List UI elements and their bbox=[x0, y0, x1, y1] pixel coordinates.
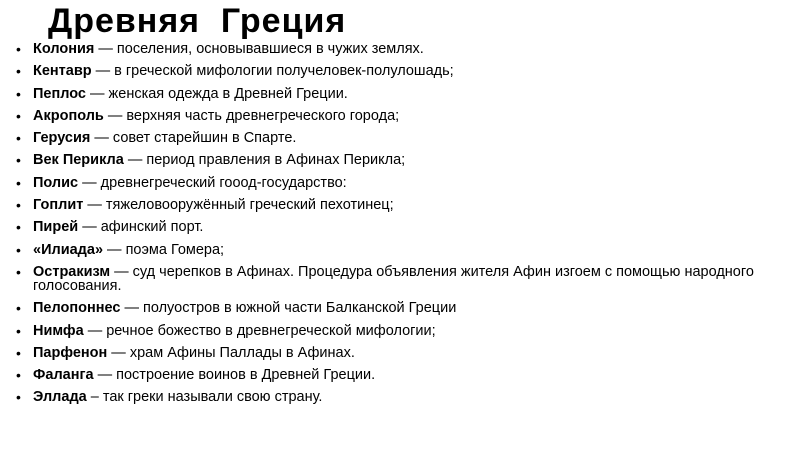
list-item bbox=[16, 322, 778, 339]
term: Остракизм bbox=[33, 263, 111, 280]
bullet-icon: • bbox=[16, 197, 21, 214]
list-item bbox=[16, 174, 778, 191]
list-item bbox=[16, 389, 778, 406]
definition: — в греческой мифологии получеловек-полулошадь; bbox=[91, 63, 454, 80]
term: Нимфа bbox=[33, 322, 84, 339]
definition: — речное божество в древнегреческой мифологии; bbox=[83, 322, 436, 339]
term: Век Перикла bbox=[33, 152, 124, 169]
definition: — тяжеловооружённый греческий пехотинец; bbox=[83, 197, 394, 214]
definition: — совет старейшин в Спарте. bbox=[90, 130, 297, 147]
bullet-icon: • bbox=[16, 107, 21, 124]
bullet-icon: • bbox=[16, 152, 21, 169]
term: Колония bbox=[33, 41, 95, 57]
definition: — полуостров в южной части Балканской Греции bbox=[120, 300, 457, 317]
list-item bbox=[16, 41, 778, 57]
list-item bbox=[16, 197, 778, 214]
term: Кентавр bbox=[33, 63, 92, 80]
term-list bbox=[16, 41, 778, 413]
list-item bbox=[16, 63, 778, 80]
definition: — женская одежда в Древней Греции. bbox=[86, 85, 348, 102]
list-item bbox=[16, 85, 778, 102]
bullet-icon: • bbox=[16, 41, 21, 57]
definition: – так греки называли свою страну. bbox=[86, 389, 323, 406]
term: Гоплит bbox=[33, 197, 84, 214]
bullet-icon: • bbox=[16, 389, 21, 406]
list-item bbox=[16, 107, 778, 124]
bullet-icon: • bbox=[16, 130, 21, 147]
bullet-icon: • bbox=[16, 344, 21, 361]
term: Фаланга bbox=[33, 367, 94, 384]
list-item bbox=[16, 152, 778, 169]
definition: — храм Афины Паллады в Афинах. bbox=[107, 344, 355, 361]
bullet-icon: • bbox=[16, 263, 21, 280]
list-item bbox=[16, 263, 778, 294]
bullet-icon: • bbox=[16, 174, 21, 191]
list-item bbox=[16, 344, 778, 361]
list-item bbox=[16, 130, 778, 147]
bullet-icon: • bbox=[16, 300, 21, 317]
list-item bbox=[16, 219, 778, 236]
definition: — поселения, основывавшиеся в чужих землях. bbox=[94, 41, 424, 57]
bullet-icon: • bbox=[16, 322, 21, 339]
slide-title: Древняя Греция bbox=[48, 2, 347, 40]
definition: — древнегреческий гооод-государство: bbox=[78, 174, 347, 191]
list-item bbox=[16, 300, 778, 317]
bullet-icon: • bbox=[16, 85, 21, 102]
definition: — суд черепков в Афинах. Процедура объявления жителя Афин изгоем с помощью народного голосования. bbox=[33, 263, 754, 294]
term: Пелопоннес bbox=[33, 300, 121, 317]
bullet-icon: • bbox=[16, 219, 21, 236]
list-item bbox=[16, 241, 778, 258]
bullet-icon: • bbox=[16, 241, 21, 258]
definition: — построение воинов в Древней Греции. bbox=[93, 367, 376, 384]
definition: — поэма Гомера; bbox=[103, 241, 225, 258]
list-item bbox=[16, 367, 778, 384]
term: Эллада bbox=[33, 389, 87, 406]
term: «Илиада» bbox=[33, 241, 104, 258]
term: Пирей bbox=[33, 219, 79, 236]
term: Парфенон bbox=[33, 344, 108, 361]
bullet-icon: • bbox=[16, 63, 21, 80]
term: Пеплос bbox=[33, 85, 86, 102]
bullet-icon: • bbox=[16, 367, 21, 384]
definition: — верхняя часть древнегреческого города; bbox=[103, 107, 400, 124]
term: Акрополь bbox=[33, 107, 104, 124]
term: Герусия bbox=[33, 130, 91, 147]
definition: — афинский порт. bbox=[78, 219, 204, 236]
definition: — период правления в Афинах Перикла; bbox=[123, 152, 406, 169]
term: Полис bbox=[33, 174, 79, 191]
